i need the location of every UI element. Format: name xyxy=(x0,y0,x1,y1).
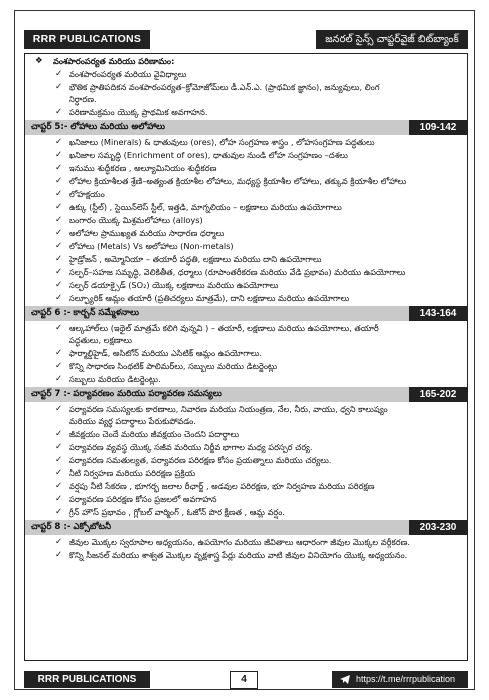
checkmark-icon: ✓ xyxy=(55,107,63,117)
syllabus-item: ఇనుము శుద్ధీకరణ , అల్యూమినియం శుద్ధీకరణ xyxy=(69,163,217,173)
checkmark-icon: ✓ xyxy=(55,280,63,290)
checkmark-icon: ✓ xyxy=(55,429,63,439)
checkmark-icon: ✓ xyxy=(55,494,63,504)
checkmark-icon: ✓ xyxy=(55,189,63,199)
chapter-header xyxy=(25,306,467,321)
checkmark-icon: ✓ xyxy=(55,254,63,264)
checkmark-icon: ✓ xyxy=(55,348,63,358)
syllabus-item: ఖనిజాల సమృద్ధి (Enrichment of ores), ధాతువుల నుండి లోహ సంగ్రహణం –దశలు xyxy=(69,150,348,160)
chapter-page-range: 109-142 xyxy=(409,120,467,135)
syllabus-item: భౌతిక ప్రాతిపదికన వంశపారంపర్యత–క్రోమోజోమ్‌లు డీ.ఎన్.ఎ. (ప్రాథమిక జ్ఞానం), జన్యువులు, లింగ xyxy=(69,82,380,92)
chapter-title: చాప్టర్ 8 :- ఎక్సోబోటనీ xyxy=(31,522,112,532)
syllabus-item: కొన్ని సీజనల్ మరియు శాశ్వత మొక్కల వృక్షశాస్త్ర పేర్లు మరియు వాటి జీవుల వినియోగం యొక్క అధ్యయనం. xyxy=(69,550,408,560)
checkmark-icon: ✓ xyxy=(55,374,63,384)
checkmark-icon: ✓ xyxy=(55,481,63,491)
syllabus-item: సల్ఫ్యూరిక్ ఆమ్లం తయారీ (ప్రతిచర్యలు మాత్రమే), దాని లక్షణాలు మరియు ఉపయోగాలు xyxy=(69,293,350,303)
chapter-page-range: 143-164 xyxy=(409,306,467,321)
chapter-page-range: 203-230 xyxy=(409,520,467,535)
syllabus-item: ఆల్కహాల్‌లు (ఇథైల్ మాత్రమే కలిగి వున్నవి ) – తయారీ, లక్షణాలు మరియు ఉపయోగాలు, తయారీ xyxy=(69,323,379,333)
syllabus-item-continued: మరియు వ్యర్థ పదార్థాలు పేరుకుపోవడం. xyxy=(69,416,196,426)
syllabus-item: లోహక్షయం xyxy=(69,189,105,199)
checkmark-icon: ✓ xyxy=(55,293,63,303)
syllabus-item: అలోహాల ప్రాముఖ్యత మరియు సాధారణ ధర్మాలు xyxy=(69,228,225,238)
syllabus-item: పర్యావరణ సమతుల్యత, పర్యావరణ పరిరక్షణ కోసం ప్రయత్నాలు మరియు చర్యలు. xyxy=(69,455,332,465)
syllabus-item: సల్ఫర్–సహజ సమృద్ధి, వెలికితీత, ధర్మాలు (రూపాంతరీకరణ మరియు వేడి ప్రభావం) మరియు ఉపయోగాలు xyxy=(69,267,406,277)
syllabus-item-continued: నిర్ధారణ. xyxy=(69,94,97,104)
syllabus-content xyxy=(24,53,468,661)
syllabus-item: లోహాలు (Metals) Vs అలోహాలు (Non-metals) xyxy=(69,241,234,251)
telegram-icon xyxy=(340,675,350,684)
chapter-title: చాప్టర్ 5:- లోహాలు మరియు అలోహాలు xyxy=(31,122,166,132)
checkmark-icon: ✓ xyxy=(55,404,63,414)
syllabus-item: సల్ఫర్ డయాక్సైడ్ (SO₂) యొక్క లక్షణాలు మరియు ఉపయోగాలు xyxy=(69,280,279,290)
syllabus-item: సబ్బులు మరియు డిటర్జెంట్లు. xyxy=(69,374,161,384)
syllabus-item: పర్యావరణ వ్యవస్థ యొక్క సజీవ మరియు నిర్జీవ భాగాల మధ్య పరస్పర చర్య. xyxy=(69,442,313,452)
checkmark-icon: ✓ xyxy=(55,82,63,92)
page-header xyxy=(24,30,468,50)
checkmark-icon: ✓ xyxy=(55,537,63,547)
syllabus-item: ఖనిజాలు (Minerals) & ధాతువులు (ores), లోహ సంగ్రహణ శాస్త్రం , లోహసంగ్రహణ పద్ధతులు xyxy=(69,137,375,147)
checkmark-icon: ✓ xyxy=(55,550,63,560)
syllabus-item: వంశపారంపర్యత మరియు వైవిధ్యాలు xyxy=(69,69,187,79)
checkmark-icon: ✓ xyxy=(55,137,63,147)
book-title-badge: జనరల్ సైన్స్ చాప్టర్‌వైజ్ బిట్‌బ్యాంక్ xyxy=(316,30,468,49)
syllabus-item: గ్రీన్ హౌస్ ప్రభావం , గ్లోబల్ వార్మింగ్ , ఓజోన్ పొర క్షీణత , ఆమ్ల వర్షం. xyxy=(69,507,285,517)
syllabus-item: జీవక్షయం చెందే మరియు జీవక్షయం చెందని పదార్థాలు xyxy=(69,429,240,439)
chapter-title: చాప్టర్ 7 :- పర్యావరణం మరియు పర్యావరణ సమస్యలు xyxy=(31,389,222,399)
syllabus-item: పర్యావరణ సమస్యలకు కారణాలు, నివారణ మరియు నియంత్రణ, నేల, నీరు, వాయు, ధ్వని కాలుష్యం xyxy=(69,404,388,414)
syllabus-item: ఫార్మాల్డిహైడ్, అసిటోన్ మరియు ఎసిటిక్ ఆమ్లం ఉపయోగాలు. xyxy=(69,348,262,358)
checkmark-icon: ✓ xyxy=(55,442,63,452)
footer-publisher-badge: RRR PUBLICATIONS xyxy=(24,671,150,688)
syllabus-item-continued: పద్ధతులు, లక్షణాలు xyxy=(69,335,132,345)
syllabus-item: ఉక్కు (స్టీల్) , స్టెయిన్‌లెస్ స్టీల్, ఇత్తడి, మాగ్నలియం – లక్షణాలు మరియు ఉపయోగాలు xyxy=(69,202,342,212)
chapter-header xyxy=(25,520,467,535)
page-footer xyxy=(24,671,468,689)
syllabus-item: కొన్ని సాధారణ సింథటిక్ పాలిమర్‌లు, సబ్బులు మరియు డిటర్జెంట్లు xyxy=(69,361,278,371)
syllabus-item: నీటి నిర్వహణ మరియు పరిరక్షణ ప్రక్రియ xyxy=(69,468,196,478)
publisher-badge: RRR PUBLICATIONS xyxy=(24,30,150,49)
checkmark-icon: ✓ xyxy=(55,228,63,238)
topic-heading: వంశపారంపర్యత మరియు పరిణామం: xyxy=(53,56,175,66)
checkmark-icon: ✓ xyxy=(55,176,63,186)
chapter-page-range: 165-202 xyxy=(409,387,467,402)
telegram-link[interactable] xyxy=(332,671,468,688)
chapter-header xyxy=(25,387,467,402)
checkmark-icon: ✓ xyxy=(55,507,63,517)
checkmark-icon: ✓ xyxy=(55,215,63,225)
syllabus-item: వర్షపు నీటి సేకరణ , భూగర్భ జలాల రీఛార్జ్ , అడవుల పరిరక్షణ, భూ నిర్వహణ మరియు పరిరక్షణ xyxy=(69,481,375,491)
checkmark-icon: ✓ xyxy=(55,163,63,173)
checkmark-icon: ✓ xyxy=(55,323,63,333)
checkmark-icon: ✓ xyxy=(55,69,63,79)
syllabus-item: హైడ్రోజన్ , అమ్మోనియా – తయారీ పద్ధతి, లక్షణాలు మరియు దాని ఉపయోగాలు xyxy=(69,254,322,264)
chapter-title: చాప్టర్ 6 :- కార్బన్ సమ్మేళనాలు xyxy=(31,308,140,318)
chapter-header xyxy=(25,120,467,135)
checkmark-icon: ✓ xyxy=(55,361,63,371)
page-number: 4 xyxy=(230,671,258,689)
checkmark-icon: ✓ xyxy=(55,241,63,251)
syllabus-item: పర్యావరణ పరిరక్షణ కోసం ప్రజలలో అవగాహన xyxy=(69,494,217,504)
checkmark-icon: ✓ xyxy=(55,150,63,160)
checkmark-icon: ✓ xyxy=(55,267,63,277)
checkmark-icon: ✓ xyxy=(55,455,63,465)
syllabus-item: బంగారం యొక్క మిశ్రమలోహాలు (alloys) xyxy=(69,215,203,225)
topic-bullet-icon: ❖ xyxy=(35,56,43,66)
checkmark-icon: ✓ xyxy=(55,202,63,212)
syllabus-item: జీవుల మొక్కల స్వరూపాల అధ్యయనం, ఉపయోగం మరియు జీవితాలు ఆధారంగా జీవుల మొక్కల వర్గీకరణ. xyxy=(69,537,411,547)
checkmark-icon: ✓ xyxy=(55,468,63,478)
telegram-link-text: https://t.me/rrrpublication xyxy=(356,674,456,684)
syllabus-item: పరిణామక్రమం యొక్క ప్రాథమిక అవగాహన. xyxy=(69,107,208,117)
syllabus-item: లోహాల క్రియాశీలత శ్రేణి–అత్యంత క్రియాశీల లోహాలు, మధ్యస్థ క్రియాశీల లోహాలు, తక్కువ క్రియాశీల లోహాలు xyxy=(69,176,407,186)
